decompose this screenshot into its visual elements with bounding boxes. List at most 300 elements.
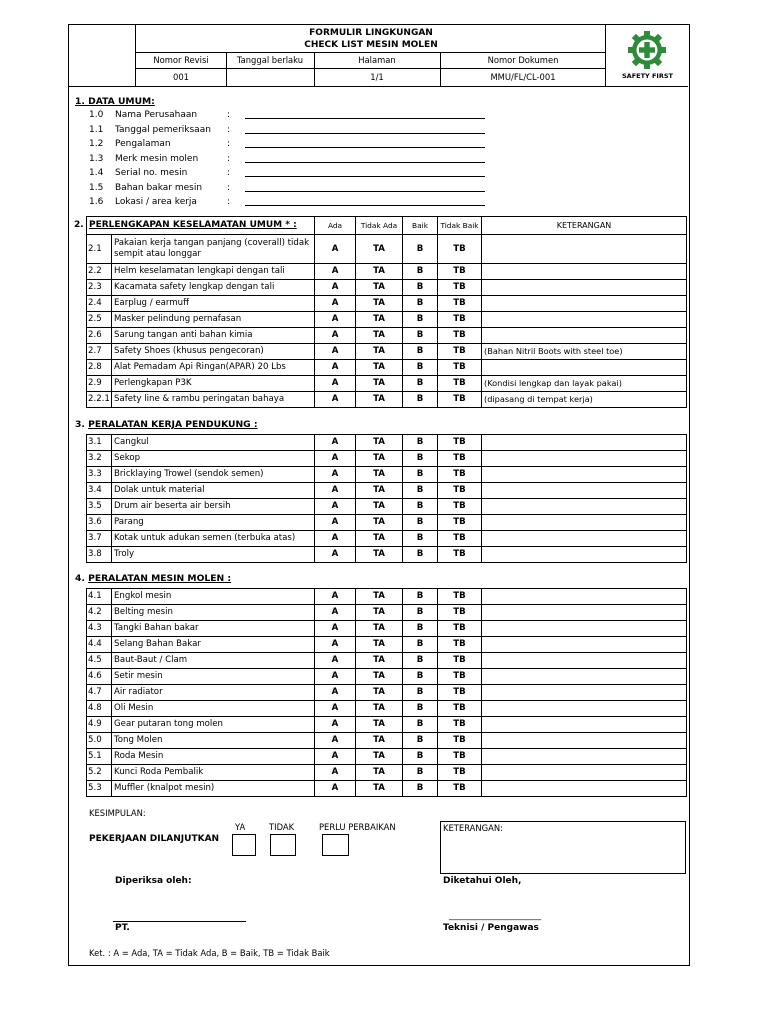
value-nomor-dokumen: MMU/FL/CL-001 — [490, 72, 556, 82]
item-number: 4.6 — [87, 669, 112, 685]
mark-tidak-baik[interactable]: TB — [438, 701, 482, 717]
item-name: Pakaian kerja tangan panjang (coverall) tidak sempit atau longgar — [112, 235, 315, 264]
input-line[interactable] — [245, 162, 485, 163]
item-name: Earplug / earmuff — [112, 296, 315, 312]
row-number: 1.3 — [89, 153, 104, 164]
item-keterangan[interactable] — [482, 483, 687, 499]
item-keterangan[interactable] — [482, 360, 687, 376]
item-name: Kunci Roda Pembalik — [112, 765, 315, 781]
item-number: 2.2.1 — [87, 392, 112, 408]
table-row — [87, 296, 687, 312]
mark-tidak-baik[interactable]: TB — [438, 515, 482, 531]
col-tidak-baik: Tidak Baik — [438, 217, 482, 235]
row-number: 1.5 — [89, 182, 104, 193]
row-label: Pengalaman — [115, 139, 171, 149]
ya-label: YA — [235, 822, 246, 832]
item-keterangan[interactable] — [482, 637, 687, 653]
item-name: Tong Molen — [112, 733, 315, 749]
mark-tidak-baik[interactable]: TB — [438, 621, 482, 637]
item-number: 2.9 — [87, 376, 112, 392]
mark-ada[interactable]: A — [315, 235, 356, 264]
item-number: 3.4 — [87, 483, 112, 499]
item-number: 5.1 — [87, 749, 112, 765]
mark-baik[interactable]: B — [403, 717, 438, 733]
mark-ada[interactable]: A — [315, 605, 356, 621]
item-name: Selang Bahan Bakar — [112, 637, 315, 653]
item-name: Drum air beserta air bersih — [112, 499, 315, 515]
mark-tidak-ada[interactable]: TA — [356, 531, 403, 547]
mark-tidak-baik[interactable]: TB — [438, 547, 482, 563]
mark-tidak-baik[interactable]: TB — [438, 235, 482, 264]
mark-tidak-ada[interactable]: TA — [356, 749, 403, 765]
mark-tidak-ada[interactable]: TA — [356, 360, 403, 376]
mark-tidak-baik[interactable]: TB — [438, 312, 482, 328]
item-name: Setir mesin — [112, 669, 315, 685]
table-row — [87, 392, 687, 408]
mark-baik[interactable]: B — [403, 531, 438, 547]
item-keterangan[interactable]: (dipasang di tempat kerja) — [482, 392, 687, 408]
row-number: 1.6 — [89, 197, 104, 207]
item-number: 4.7 — [87, 685, 112, 701]
value-halaman: 1/1 — [370, 72, 384, 82]
mark-ada[interactable]: A — [315, 733, 356, 749]
mark-tidak-baik[interactable]: TB — [438, 360, 482, 376]
item-number: 5.2 — [87, 765, 112, 781]
item-number: 4.5 — [87, 653, 112, 669]
item-number: 3.2 — [87, 451, 112, 467]
mark-ada[interactable]: A — [315, 669, 356, 685]
mark-tidak-ada[interactable]: TA — [356, 392, 403, 408]
item-number: 4.2 — [87, 605, 112, 621]
item-keterangan[interactable] — [482, 296, 687, 312]
mark-tidak-ada[interactable]: TA — [356, 515, 403, 531]
table-row — [87, 499, 687, 515]
mark-tidak-ada[interactable]: TA — [356, 499, 403, 515]
table-row — [87, 515, 687, 531]
value-nomor-revisi: 001 — [173, 72, 189, 82]
item-keterangan[interactable] — [482, 781, 687, 797]
table-row — [87, 280, 687, 296]
mark-tidak-baik[interactable]: TB — [438, 499, 482, 515]
mark-tidak-ada[interactable]: TA — [356, 637, 403, 653]
mark-baik[interactable]: B — [403, 701, 438, 717]
mark-ada[interactable]: A — [315, 531, 356, 547]
item-keterangan[interactable] — [482, 280, 687, 296]
mark-tidak-ada[interactable]: TA — [356, 296, 403, 312]
mark-baik[interactable]: B — [403, 669, 438, 685]
label-nomor-dokumen: Nomor Dokumen — [487, 55, 559, 65]
logo-text: SAFETY FIRST — [622, 72, 673, 80]
mark-baik[interactable]: B — [403, 547, 438, 563]
item-number: 5.3 — [87, 781, 112, 797]
item-name: Engkol mesin — [112, 589, 315, 605]
mark-ada[interactable]: A — [315, 589, 356, 605]
item-name: Masker pelindung pernafasan — [112, 312, 315, 328]
item-keterangan[interactable] — [482, 653, 687, 669]
mark-ada[interactable]: A — [315, 717, 356, 733]
input-line[interactable] — [245, 191, 485, 192]
item-name: Sekop — [112, 451, 315, 467]
table-row — [87, 733, 687, 749]
item-keterangan[interactable] — [482, 312, 687, 328]
mark-ada[interactable]: A — [315, 392, 356, 408]
mark-ada[interactable]: A — [315, 685, 356, 701]
mark-tidak-ada[interactable]: TA — [356, 765, 403, 781]
mark-ada[interactable]: A — [315, 264, 356, 280]
mark-baik[interactable]: B — [403, 605, 438, 621]
item-number: 4.9 — [87, 717, 112, 733]
item-keterangan[interactable] — [482, 621, 687, 637]
mark-tidak-ada[interactable]: TA — [356, 451, 403, 467]
mark-tidak-ada[interactable]: TA — [356, 483, 403, 499]
item-name: Belting mesin — [112, 605, 315, 621]
row-colon: : — [227, 197, 231, 207]
mark-tidak-ada[interactable]: TA — [356, 653, 403, 669]
item-number: 2.4 — [87, 296, 112, 312]
mark-baik[interactable]: B — [403, 296, 438, 312]
input-line[interactable] — [245, 205, 485, 206]
safety-cross-icon — [625, 29, 669, 71]
keterangan-box-label: KETERANGAN: — [443, 823, 503, 833]
item-keterangan[interactable] — [482, 531, 687, 547]
item-name: Perlengkapan P3K — [112, 376, 315, 392]
col-ada: Ada — [315, 217, 356, 235]
mark-tidak-ada[interactable]: TA — [356, 235, 403, 264]
mark-tidak-baik[interactable]: TB — [438, 685, 482, 701]
mark-baik[interactable]: B — [403, 637, 438, 653]
row-label: Tanggal pemeriksaan — [115, 124, 211, 135]
mark-tidak-ada[interactable]: TA — [356, 467, 403, 483]
section-1-title: 1. DATA UMUM: — [75, 96, 155, 107]
mark-tidak-baik[interactable]: TB — [438, 392, 482, 408]
item-name: Oli Mesin — [112, 701, 315, 717]
mark-baik[interactable]: B — [403, 376, 438, 392]
mark-ada[interactable]: A — [315, 296, 356, 312]
table-row — [87, 749, 687, 765]
mark-ada[interactable]: A — [315, 515, 356, 531]
input-line[interactable] — [245, 133, 485, 134]
mark-tidak-baik[interactable]: TB — [438, 717, 482, 733]
table-row — [87, 685, 687, 701]
mark-tidak-ada[interactable]: TA — [356, 701, 403, 717]
mark-baik[interactable]: B — [403, 685, 438, 701]
mark-baik[interactable]: B — [403, 264, 438, 280]
item-name: Roda Mesin — [112, 749, 315, 765]
item-keterangan[interactable] — [482, 328, 687, 344]
mark-tidak-baik[interactable]: TB — [438, 376, 482, 392]
table-row — [87, 653, 687, 669]
mark-ada[interactable]: A — [315, 701, 356, 717]
table-row — [87, 781, 687, 797]
item-number: 2.6 — [87, 328, 112, 344]
label-nomor-revisi: Nomor Revisi — [153, 55, 209, 65]
checklist-form — [68, 24, 690, 966]
table-row — [87, 451, 687, 467]
mark-baik[interactable]: B — [403, 312, 438, 328]
mark-tidak-baik[interactable]: TB — [438, 637, 482, 653]
mark-baik[interactable]: B — [403, 435, 438, 451]
item-keterangan[interactable] — [482, 235, 687, 264]
item-number: 4.4 — [87, 637, 112, 653]
item-name: Bricklaying Trowel (sendok semen) — [112, 467, 315, 483]
pekerjaan-dilanjutkan-label: PEKERJAAN DILANJUTKAN — [89, 834, 220, 844]
table-row — [87, 669, 687, 685]
mark-ada[interactable]: A — [315, 483, 356, 499]
section-4-title: 4. PERALATAN MESIN MOLEN : — [75, 573, 232, 584]
input-line[interactable] — [245, 147, 485, 148]
mark-tidak-baik[interactable]: TB — [438, 280, 482, 296]
mark-tidak-ada[interactable]: TA — [356, 435, 403, 451]
item-name: Muffler (knalpot mesin) — [112, 781, 315, 797]
mark-baik[interactable]: B — [403, 749, 438, 765]
col-keterangan: KETERANGAN — [482, 217, 687, 235]
keterangan-box[interactable] — [440, 821, 686, 874]
signature-line-pt — [113, 921, 246, 922]
item-number: 2.8 — [87, 360, 112, 376]
diperiksa-oleh-label: Diperiksa oleh: — [115, 876, 192, 886]
mark-ada[interactable]: A — [315, 467, 356, 483]
perlu-perbaikan-checkbox[interactable] — [322, 834, 349, 856]
mark-tidak-ada[interactable]: TA — [356, 605, 403, 621]
mark-baik[interactable]: B — [403, 451, 438, 467]
mark-tidak-ada[interactable]: TA — [356, 547, 403, 563]
mark-tidak-ada[interactable]: TA — [356, 781, 403, 797]
item-name: Air radiator — [112, 685, 315, 701]
row-colon: : — [227, 139, 231, 149]
item-keterangan[interactable] — [482, 264, 687, 280]
mark-ada[interactable]: A — [315, 344, 356, 360]
row-colon: : — [227, 182, 231, 193]
item-keterangan[interactable] — [482, 435, 687, 451]
item-number: 4.3 — [87, 621, 112, 637]
section-3-table — [86, 434, 687, 563]
row-label: Merk mesin molen — [115, 153, 199, 164]
table-row — [87, 360, 687, 376]
item-name: Dolak untuk material — [112, 483, 315, 499]
mark-tidak-baik[interactable]: TB — [438, 451, 482, 467]
row-number: 1.1 — [89, 124, 104, 135]
mark-baik[interactable]: B — [403, 483, 438, 499]
mark-tidak-baik[interactable]: TB — [438, 264, 482, 280]
item-number: 2.5 — [87, 312, 112, 328]
table-row — [87, 765, 687, 781]
table-row — [87, 701, 687, 717]
mark-tidak-baik[interactable]: TB — [438, 589, 482, 605]
mark-tidak-ada[interactable]: TA — [356, 685, 403, 701]
table-row — [87, 717, 687, 733]
mark-ada[interactable]: A — [315, 280, 356, 296]
mark-ada[interactable]: A — [315, 637, 356, 653]
perlu-perbaikan-label: PERLU PERBAIKAN — [319, 822, 396, 832]
logo-block — [605, 25, 688, 86]
mark-baik[interactable]: B — [403, 467, 438, 483]
item-name: Parang — [112, 515, 315, 531]
table-row — [87, 483, 687, 499]
signature-line-teknisi: ______________________ — [449, 910, 542, 920]
mark-ada[interactable]: A — [315, 312, 356, 328]
section-3-title: 3. PERALATAN KERJA PENDUKUNG : — [75, 419, 258, 430]
mark-tidak-baik[interactable]: TB — [438, 483, 482, 499]
col-baik: Baik — [403, 217, 438, 235]
mark-baik[interactable]: B — [403, 653, 438, 669]
mark-tidak-ada[interactable]: TA — [356, 733, 403, 749]
mark-tidak-baik[interactable]: TB — [438, 765, 482, 781]
item-name: Cangkul — [112, 435, 315, 451]
table-row — [87, 344, 687, 360]
table-row — [87, 264, 687, 280]
mark-ada[interactable]: A — [315, 653, 356, 669]
mark-ada[interactable]: A — [315, 451, 356, 467]
item-number: 2.7 — [87, 344, 112, 360]
table-row — [87, 235, 687, 264]
mark-tidak-baik[interactable]: TB — [438, 749, 482, 765]
row-colon: : — [227, 153, 231, 164]
tidak-label: TIDAK — [269, 822, 295, 832]
mark-tidak-ada[interactable]: TA — [356, 669, 403, 685]
mark-baik[interactable]: B — [403, 781, 438, 797]
item-keterangan[interactable] — [482, 605, 687, 621]
table-row — [87, 621, 687, 637]
form-subtitle: CHECK LIST MESIN MOLEN — [304, 40, 438, 50]
row-number: 1.4 — [89, 168, 104, 178]
label-tanggal-berlaku: Tanggal berlaku — [236, 55, 304, 65]
item-name: Tangki Bahan bakar — [112, 621, 315, 637]
mark-tidak-baik[interactable]: TB — [438, 605, 482, 621]
item-keterangan[interactable] — [482, 749, 687, 765]
item-keterangan[interactable] — [482, 685, 687, 701]
mark-baik[interactable]: B — [403, 621, 438, 637]
item-keterangan[interactable] — [482, 547, 687, 563]
mark-tidak-ada[interactable]: TA — [356, 589, 403, 605]
mark-tidak-ada[interactable]: TA — [356, 312, 403, 328]
teknisi-label: Teknisi / Pengawas — [443, 923, 539, 933]
mark-tidak-ada[interactable]: TA — [356, 328, 403, 344]
item-keterangan[interactable] — [482, 589, 687, 605]
item-number: 3.7 — [87, 531, 112, 547]
item-number: 2.3 — [87, 280, 112, 296]
row-colon: : — [227, 124, 231, 135]
item-number: 3.8 — [87, 547, 112, 563]
row-colon: : — [227, 168, 231, 178]
mark-baik[interactable]: B — [403, 360, 438, 376]
item-name: Gear putaran tong molen — [112, 717, 315, 733]
table-row — [87, 435, 687, 451]
mark-tidak-baik[interactable]: TB — [438, 669, 482, 685]
diketahui-oleh-label: Diketahui Oleh, — [443, 876, 522, 886]
mark-ada[interactable]: A — [315, 547, 356, 563]
mark-baik[interactable]: B — [403, 344, 438, 360]
table-row — [87, 328, 687, 344]
mark-baik[interactable]: B — [403, 765, 438, 781]
row-colon: : — [227, 110, 231, 120]
item-number: 2.1 — [87, 235, 112, 264]
item-keterangan[interactable] — [482, 451, 687, 467]
mark-baik[interactable]: B — [403, 515, 438, 531]
table-row — [87, 547, 687, 563]
item-keterangan[interactable] — [482, 717, 687, 733]
item-number: 3.5 — [87, 499, 112, 515]
col-tidak-ada: Tidak Ada — [356, 217, 403, 235]
tidak-checkbox[interactable] — [270, 834, 296, 856]
table-row — [87, 312, 687, 328]
mark-tidak-baik[interactable]: TB — [438, 435, 482, 451]
input-line[interactable] — [245, 176, 485, 177]
mark-tidak-baik[interactable]: TB — [438, 296, 482, 312]
mark-tidak-baik[interactable]: TB — [438, 531, 482, 547]
item-number: 5.0 — [87, 733, 112, 749]
mark-tidak-baik[interactable]: TB — [438, 344, 482, 360]
input-line[interactable] — [245, 118, 485, 119]
form-header — [69, 25, 688, 87]
item-keterangan[interactable] — [482, 669, 687, 685]
item-name: Troly — [112, 547, 315, 563]
table-row — [87, 589, 687, 605]
mark-ada[interactable]: A — [315, 328, 356, 344]
item-keterangan[interactable] — [482, 733, 687, 749]
item-keterangan[interactable] — [482, 765, 687, 781]
row-label: Lokasi / area kerja — [115, 197, 197, 207]
item-keterangan[interactable] — [482, 467, 687, 483]
mark-ada[interactable]: A — [315, 376, 356, 392]
mark-tidak-baik[interactable]: TB — [438, 781, 482, 797]
item-keterangan[interactable]: (Kondisi lengkap dan layak pakai) — [482, 376, 687, 392]
mark-tidak-ada[interactable]: TA — [356, 376, 403, 392]
mark-tidak-ada[interactable]: TA — [356, 344, 403, 360]
ya-checkbox[interactable] — [232, 834, 256, 856]
mark-ada[interactable]: A — [315, 781, 356, 797]
item-keterangan[interactable] — [482, 515, 687, 531]
mark-tidak-ada[interactable]: TA — [356, 717, 403, 733]
row-label: Bahan bakar mesin — [115, 182, 203, 193]
mark-ada[interactable]: A — [315, 765, 356, 781]
mark-tidak-baik[interactable]: TB — [438, 653, 482, 669]
form-title: FORMULIR LINGKUNGAN — [309, 28, 433, 38]
mark-tidak-ada[interactable]: TA — [356, 621, 403, 637]
mark-baik[interactable]: B — [403, 499, 438, 515]
mark-ada[interactable]: A — [315, 360, 356, 376]
mark-ada[interactable]: A — [315, 621, 356, 637]
table-row — [87, 637, 687, 653]
item-keterangan[interactable] — [482, 499, 687, 515]
mark-tidak-baik[interactable]: TB — [438, 328, 482, 344]
item-number: 3.1 — [87, 435, 112, 451]
header-title-block — [135, 25, 605, 86]
mark-baik[interactable]: B — [403, 589, 438, 605]
mark-baik[interactable]: B — [403, 328, 438, 344]
mark-baik[interactable]: B — [403, 280, 438, 296]
legend-note: Ket. : A = Ada, TA = Tidak Ada, B = Baik, TB = Tidak Baik — [89, 948, 330, 958]
item-number: 3.6 — [87, 515, 112, 531]
mark-baik[interactable]: B — [403, 235, 438, 264]
mark-tidak-baik[interactable]: TB — [438, 733, 482, 749]
item-keterangan[interactable] — [482, 701, 687, 717]
mark-tidak-baik[interactable]: TB — [438, 467, 482, 483]
item-name: Safety line & rambu peringatan bahaya — [112, 392, 315, 408]
mark-ada[interactable]: A — [315, 499, 356, 515]
mark-tidak-ada[interactable]: TA — [356, 264, 403, 280]
mark-ada[interactable]: A — [315, 749, 356, 765]
table-row — [87, 467, 687, 483]
mark-baik[interactable]: B — [403, 392, 438, 408]
item-keterangan[interactable]: (Bahan Nitril Boots with steel toe) — [482, 344, 687, 360]
item-number: 2.2 — [87, 264, 112, 280]
row-number: 1.2 — [89, 139, 104, 149]
mark-tidak-ada[interactable]: TA — [356, 280, 403, 296]
mark-ada[interactable]: A — [315, 435, 356, 451]
mark-baik[interactable]: B — [403, 733, 438, 749]
row-label: Serial no. mesin — [115, 168, 188, 178]
row-number: 1.0 — [89, 110, 104, 120]
